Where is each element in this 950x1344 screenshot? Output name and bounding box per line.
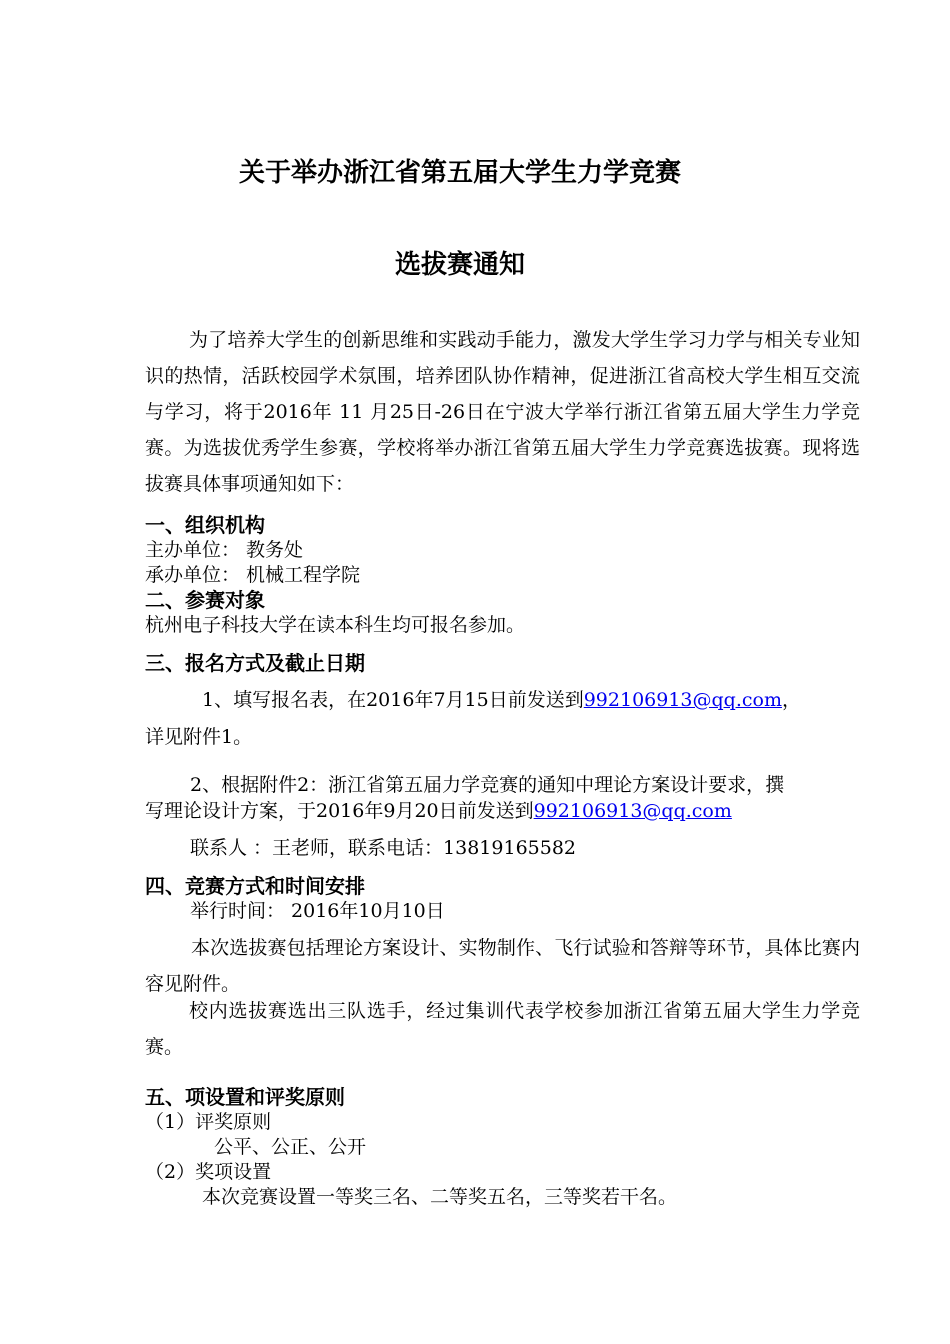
section-heading-organization: 一、组织机构 <box>145 513 265 537</box>
schedule-paragraph-2: 校内选拔赛选出三队选手，经过集训代表学校参加浙江省第五届大学生力学竞赛。 <box>145 1000 860 1058</box>
host-unit: 主办单位： 教务处 <box>145 539 304 561</box>
registration-item-1-punct: ， <box>781 689 801 711</box>
section-heading-awards: 五、项设置和评奖原则 <box>145 1085 345 1109</box>
contact-info: 联系人 ：王老师，联系电话：13819165582 <box>190 837 577 859</box>
registration-item-1-continued: 详见附件1。 <box>145 726 253 748</box>
competition-time: 举行时间： 2016年10月10日 <box>190 900 445 922</box>
organizer-unit: 承办单位： 机械工程学院 <box>145 564 361 586</box>
registration-item-1 <box>202 687 801 713</box>
award-setup-text: 本次竞赛设置一等奖三名、二等奖五名，三等奖若干名。 <box>202 1186 678 1208</box>
schedule-paragraph-1: 本次选拔赛包括理论方案设计、实物制作、飞行试验和答辩等环节，具体比赛内容见附件。 <box>145 937 860 995</box>
document-title-line2: 选拔赛通知 <box>394 250 525 280</box>
registration-item-2: 2、根据附件2：浙江省第五届力学竞赛的通知中理论方案设计要求，撰 <box>190 774 785 796</box>
document-title-line1: 关于举办浙江省第五届大学生力学竞赛 <box>238 158 681 188</box>
section-heading-registration: 三、报名方式及截止日期 <box>145 651 365 675</box>
section-heading-schedule: 四、竞赛方式和时间安排 <box>145 874 365 898</box>
registration-item-2-text: 写理论设计方案，于2016年9月20日前发送到 <box>145 800 534 822</box>
email-link[interactable]: 992106913@qq.com <box>583 689 782 711</box>
email-link-2[interactable]: 992106913@qq.com <box>533 800 732 822</box>
award-principle-text: 公平、公正、公开 <box>214 1136 367 1158</box>
intro-paragraph: 为了培养大学生的创新思维和实践动手能力，激发大学生学习力学与相关专业知识的热情，活跃校园学术氛围，培养团队协作精神，促进浙江省高校大学生相互交流与学习，将于2016年 11 月25日-26日在宁波大学举行浙江省第五届大学生力学竞赛。为选拔优秀学生参赛，学校将举办浙江省第五届大学生力学竞赛选拔赛。现将选拔赛具体事项通知如下： <box>145 329 860 495</box>
registration-item-2-continued <box>145 798 732 824</box>
section-heading-participants: 二、参赛对象 <box>145 588 265 612</box>
award-setup-label: （2）奖项设置 <box>145 1161 272 1183</box>
registration-item-1-text: 1、填写报名表，在2016年7月15日前发送到 <box>202 689 584 711</box>
award-principle-label: （1）评奖原则 <box>145 1111 272 1133</box>
participants-text: 杭州电子科技大学在读本科生均可报名参加。 <box>145 614 526 636</box>
